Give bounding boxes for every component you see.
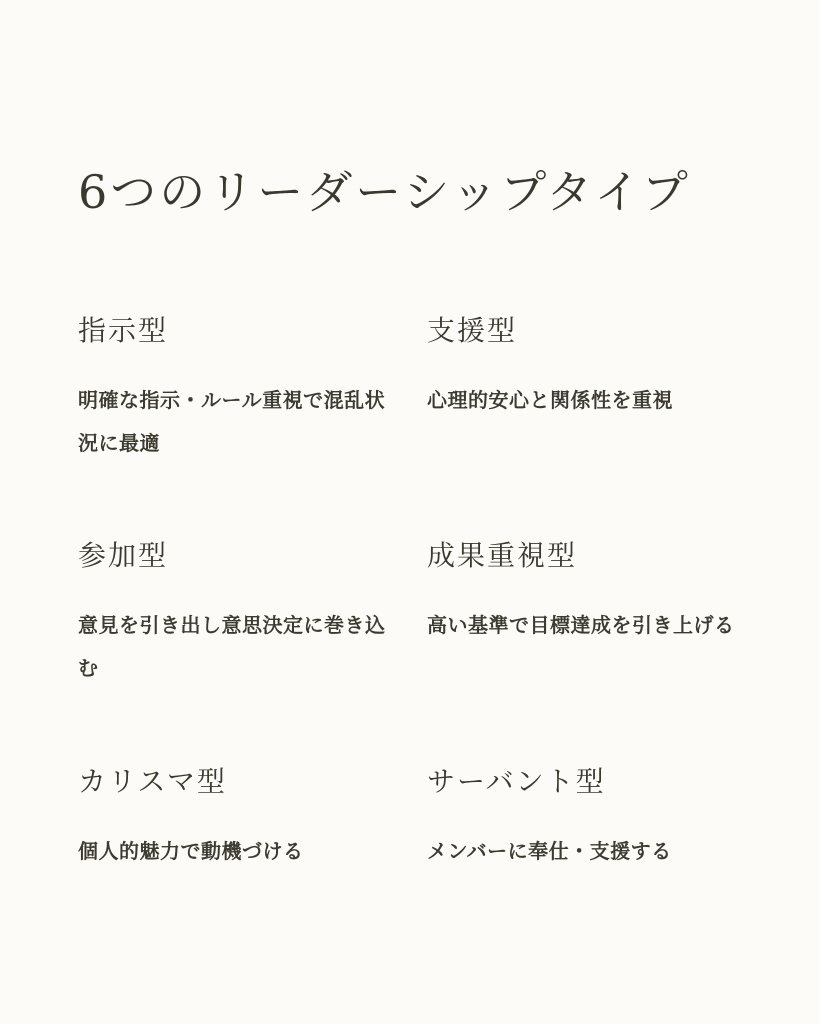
type-description: メンバーに奉仕・支援する	[427, 839, 672, 863]
type-name: 支援型	[427, 314, 518, 347]
leadership-type-servant	[427, 764, 757, 873]
type-name: 参加型	[78, 539, 169, 572]
type-description: 高い基準で目標達成を引き上げる	[427, 613, 735, 637]
type-name: カリスマ型	[78, 765, 227, 798]
leadership-type-charismatic	[78, 764, 398, 873]
leadership-type-directive	[78, 313, 398, 465]
type-description: 明確な指示・ルール重視で混乱状況に最適	[78, 388, 386, 455]
type-name: 指示型	[78, 314, 169, 347]
type-description: 意見を引き出し意思決定に巻き込む	[78, 613, 386, 680]
type-description: 個人的魅力で動機づける	[78, 839, 304, 863]
type-name: 成果重視型	[427, 539, 578, 572]
page-title: 6つのリーダーシップタイプ	[78, 165, 691, 219]
type-description: 心理的安心と関係性を重視	[427, 388, 673, 412]
leadership-type-participative	[78, 538, 398, 690]
type-name: サーバント型	[427, 765, 606, 798]
leadership-type-achievement	[427, 538, 747, 647]
leadership-type-supportive	[427, 313, 747, 422]
